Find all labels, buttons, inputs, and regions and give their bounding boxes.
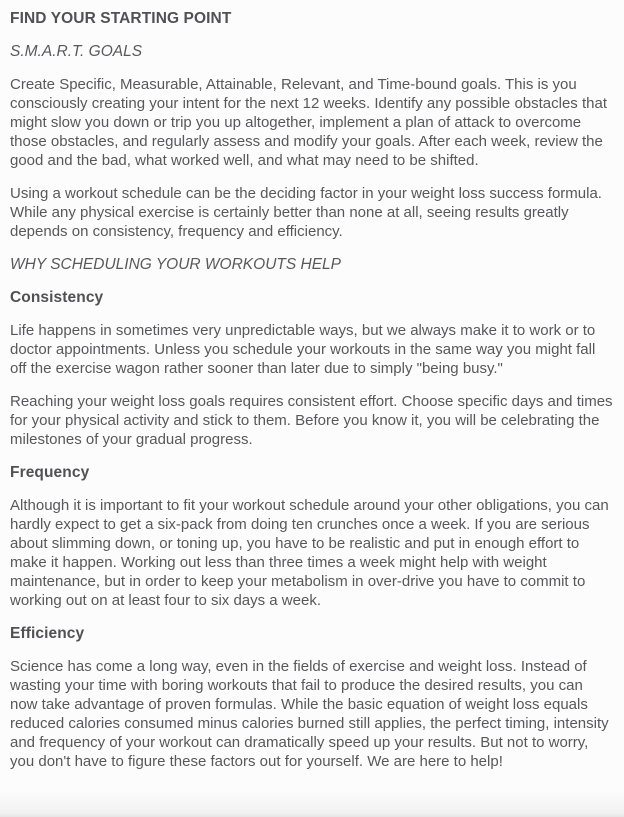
body-paragraph: Life happens in sometimes very unpredictable ways, but we always make it to work or to doctor appointments. Unless you schedule your workouts in the same way you might fall off the exercise wagon rather sooner than later due to simply "being busy."	[10, 322, 596, 377]
body-paragraph: Using a workout schedule can be the deciding factor in your weight loss success formula. While any physical exercise is certainly better than none at all, seeing results greatly depends on consistency, frequency and efficiency.	[10, 185, 602, 240]
section-subheading-italic: WHY SCHEDULING YOUR WORKOUTS HELP	[10, 256, 342, 273]
section-heading: FIND YOUR STARTING POINT	[10, 10, 232, 27]
body-paragraph: Science has come a long way, even in the fields of exercise and weight loss. Instead of wasting your time with boring workouts that fail to produce the desired results, you can now take advantage of proven formulas. While the basic equation of weight loss equals reduced calories consumed minus calories burned still applies, the perfect timing, intensity and frequency of your workout can dramatically speed up your results. But not to worry, you don't have to figure these factors out for yourself. We are here to help!	[10, 658, 609, 770]
section-heading: Consistency	[10, 289, 104, 306]
body-paragraph: Create Specific, Measurable, Attainable, Relevant, and Time-bound goals. This is you consciously creating your intent for the next 12 weeks. Identify any possible obstacles that might slow you down or trip you up altogether, implement a plan of attack to overcome those obstacles, and regularly assess and modify your goals. After each week, review the good and the bad, what worked well, and what may need to be shifted.	[10, 76, 607, 169]
section-heading: Efficiency	[10, 625, 85, 642]
section-heading: Frequency	[10, 464, 90, 481]
section-subheading-italic: S.M.A.R.T. GOALS	[10, 43, 143, 60]
body-paragraph: Reaching your weight loss goals requires consistent effort. Choose specific days and times for your physical activity and stick to them. Before you know it, you will be celebrating the milestones of your gradual progress.	[10, 393, 613, 448]
body-paragraph: Although it is important to fit your workout schedule around your other obligations, you can hardly expect to get a six-pack from doing ten crunches once a week. If you are serious about slimming down, or toning up, you have to be realistic and put in enough effort to make it happen. Working out less than three times a week might help with weight maintenance, but in order to keep your metabolism in over-drive you have to commit to working out on at least four to six days a week.	[10, 497, 609, 609]
page-bottom-shade	[0, 791, 624, 817]
